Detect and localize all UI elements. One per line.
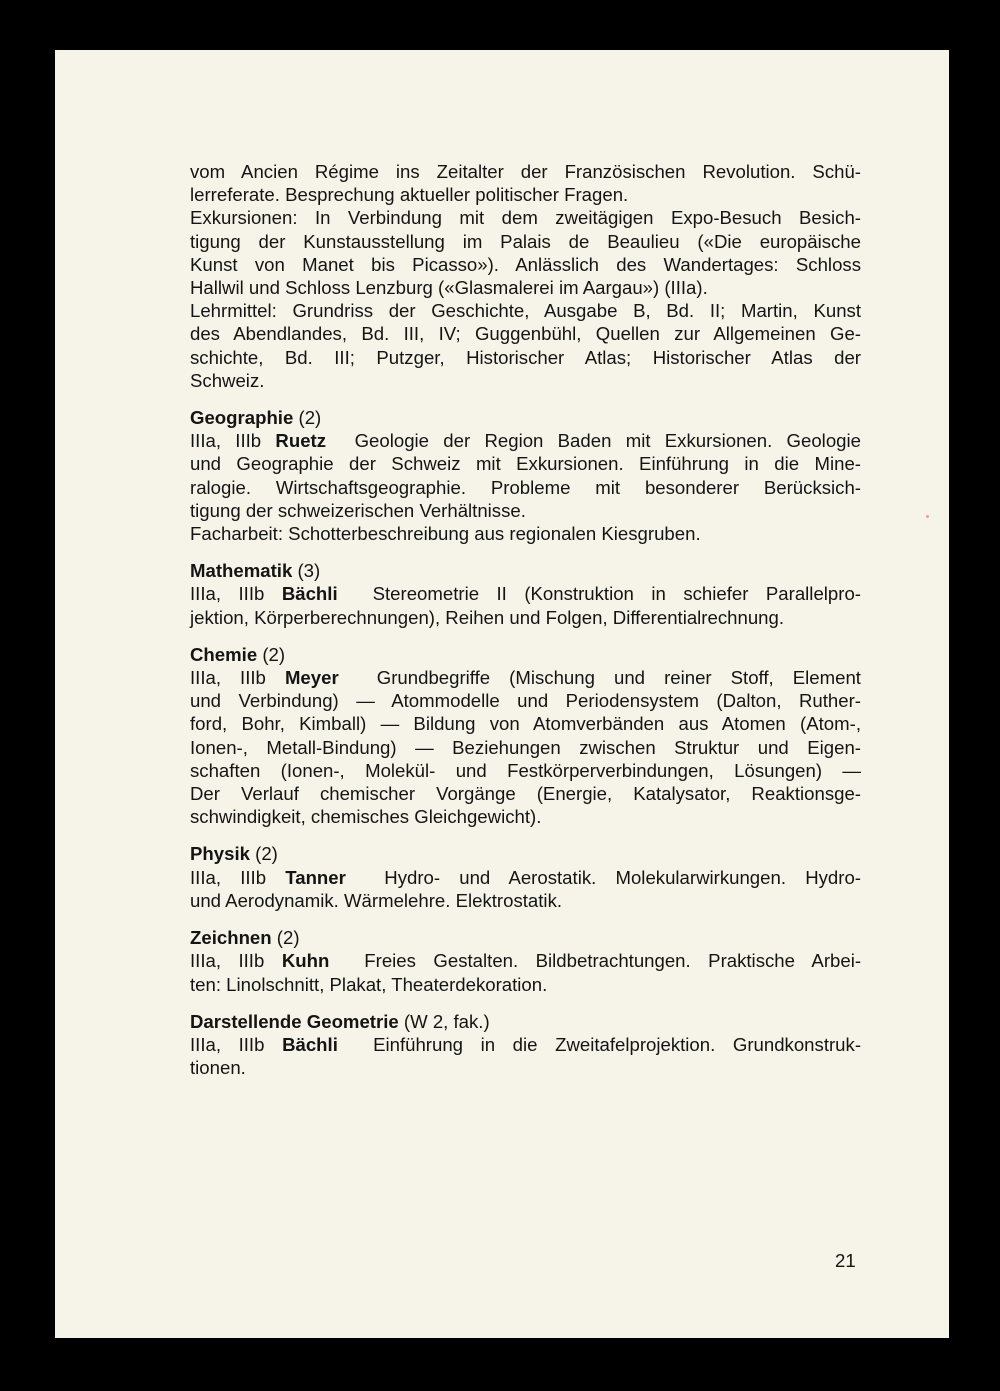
- subject-title: Darstellende Geometrie: [190, 1010, 399, 1032]
- subject-title: Geographie: [190, 407, 294, 429]
- page-content: [190, 160, 861, 1079]
- section-chemie: [190, 643, 861, 829]
- page-number: 21: [835, 1250, 856, 1271]
- text-line: tigung der schweizerischen Verhältnisse.: [190, 499, 526, 521]
- text-line: tionen.: [190, 1057, 246, 1079]
- teacher-name: Ruetz: [275, 430, 327, 452]
- document-page: [55, 50, 949, 1338]
- text-line: ralogie. Wirtschaftsgeographie. Probleme mit besonderer Berücksich-: [190, 476, 861, 498]
- teacher-name: Bächli: [281, 583, 338, 605]
- text-line: vom Ancien Régime ins Zeitalter der Französischen Revolution. Schü-: [190, 161, 861, 182]
- teacher-name: Meyer: [284, 667, 339, 689]
- classes: IIIa, IIIb: [190, 667, 266, 689]
- text-line: IIIa, IIIb Ruetz Geologie der Region Baden mit Exkursionen. Geologie: [190, 430, 861, 452]
- text-line: Exkursionen: In Verbindung mit dem zweitägigen Expo-Besuch Besich-: [190, 207, 861, 229]
- section-heading: [190, 643, 861, 666]
- text-line: jektion, Körperberechnungen), Reihen und Folgen, Differentialrechnung.: [190, 606, 785, 628]
- teacher-name: Tanner: [285, 866, 346, 888]
- section-heading: [190, 1010, 861, 1033]
- text-line: des Abendlandes, Bd. III, IV; Guggenbühl, Quellen zur Allgemeinen Ge-: [190, 323, 861, 345]
- section-heading: [190, 926, 861, 949]
- classes: IIIa, IIIb: [190, 430, 262, 452]
- text-line: Schweiz.: [190, 369, 265, 391]
- text-line: Kunst von Manet bis Picasso»). Anlässlich des Wandertages: Schloss: [190, 253, 861, 275]
- text-line: Der Verlauf chemischer Vorgänge (Energie, Katalysator, Reaktionsge-: [190, 783, 861, 805]
- section-darstellende-geometrie: [190, 1010, 861, 1080]
- classes: IIIa, IIIb: [190, 950, 265, 972]
- subject-title: Mathematik: [190, 560, 293, 582]
- text-line: schwindigkeit, chemisches Gleichgewicht).: [190, 806, 542, 828]
- section-zeichnen: [190, 926, 861, 996]
- subject-hours: (W 2, fak.): [403, 1010, 490, 1032]
- text-line: IIIa, IIIb Bächli Einführung in die Zweitafelprojektion. Grundkonstruk-: [190, 1033, 862, 1055]
- text-line: und Aerodynamik. Wärmelehre. Elektrostatik.: [190, 889, 563, 911]
- history-continuation: [190, 160, 861, 392]
- subject-hours: (2): [255, 843, 278, 865]
- text-line: IIIa, IIIb Kuhn Freies Gestalten. Bildbetrachtungen. Praktische Arbei-: [190, 950, 862, 972]
- text-line: schichte, Bd. III; Putzger, Historischer Atlas; Historischer Atlas der: [190, 346, 861, 368]
- text-line: lerreferate. Besprechung aktueller politischer Fragen.: [190, 184, 629, 206]
- subject-hours: (2): [276, 927, 300, 949]
- section-heading: [190, 559, 861, 582]
- subject-title: Physik: [190, 843, 250, 865]
- text-line: IIIa, IIIb Tanner Hydro- und Aerostatik. Molekularwirkungen. Hydro-: [190, 866, 861, 888]
- subject-title: Zeichnen: [190, 927, 272, 949]
- section-heading: [190, 842, 861, 865]
- text-line: Facharbeit: Schotterbeschreibung aus regionalen Kiesgruben.: [190, 523, 701, 545]
- section-heading: [190, 406, 861, 429]
- subject-hours: (2): [298, 407, 322, 429]
- classes: IIIa, IIIb: [190, 866, 267, 888]
- text-line: tigung der Kunstausstellung im Palais de Beaulieu («Die europäische: [190, 230, 861, 252]
- section-geographie: [190, 406, 861, 545]
- text-line: ford, Bohr, Kimball) — Bildung von Atomverbänden aus Atomen (Atom-,: [190, 713, 861, 735]
- scan-speck: [926, 515, 929, 518]
- text-line: Ionen-, Metall-Bindung) — Beziehungen zwischen Struktur und Eigen-: [190, 736, 861, 758]
- section-physik: [190, 842, 861, 912]
- text-line: Lehrmittel: Grundriss der Geschichte, Ausgabe B, Bd. II; Martin, Kunst: [190, 300, 861, 322]
- text-line: schaften (Ionen-, Molekül- und Festkörperverbindungen, Lösungen) —: [190, 759, 861, 781]
- teacher-name: Bächli: [282, 1033, 338, 1055]
- section-mathematik: [190, 559, 861, 629]
- classes: IIIa, IIIb: [190, 1033, 265, 1055]
- text-line: Hallwil und Schloss Lenzburg («Glasmalerei im Aargau») (IIIa).: [190, 277, 708, 299]
- subject-hours: (2): [262, 643, 286, 665]
- text-line: und Verbindung) — Atommodelle und Periodensystem (Dalton, Ruther-: [190, 690, 861, 712]
- classes: IIIa, IIIb: [190, 583, 265, 605]
- text-line: ten: Linolschnitt, Plakat, Theaterdekoration.: [190, 973, 548, 995]
- subject-hours: (3): [297, 560, 321, 582]
- text-line: und Geographie der Schweiz mit Exkursionen. Einführung in die Mine-: [190, 453, 861, 475]
- text-line: IIIa, IIIb Bächli Stereometrie II (Konstruktion in schiefer Parallelpro-: [190, 583, 861, 605]
- text-line: IIIa, IIIb Meyer Grundbegriffe (Mischung und reiner Stoff, Element: [190, 667, 861, 689]
- teacher-name: Kuhn: [281, 950, 330, 972]
- subject-title: Chemie: [190, 643, 258, 665]
